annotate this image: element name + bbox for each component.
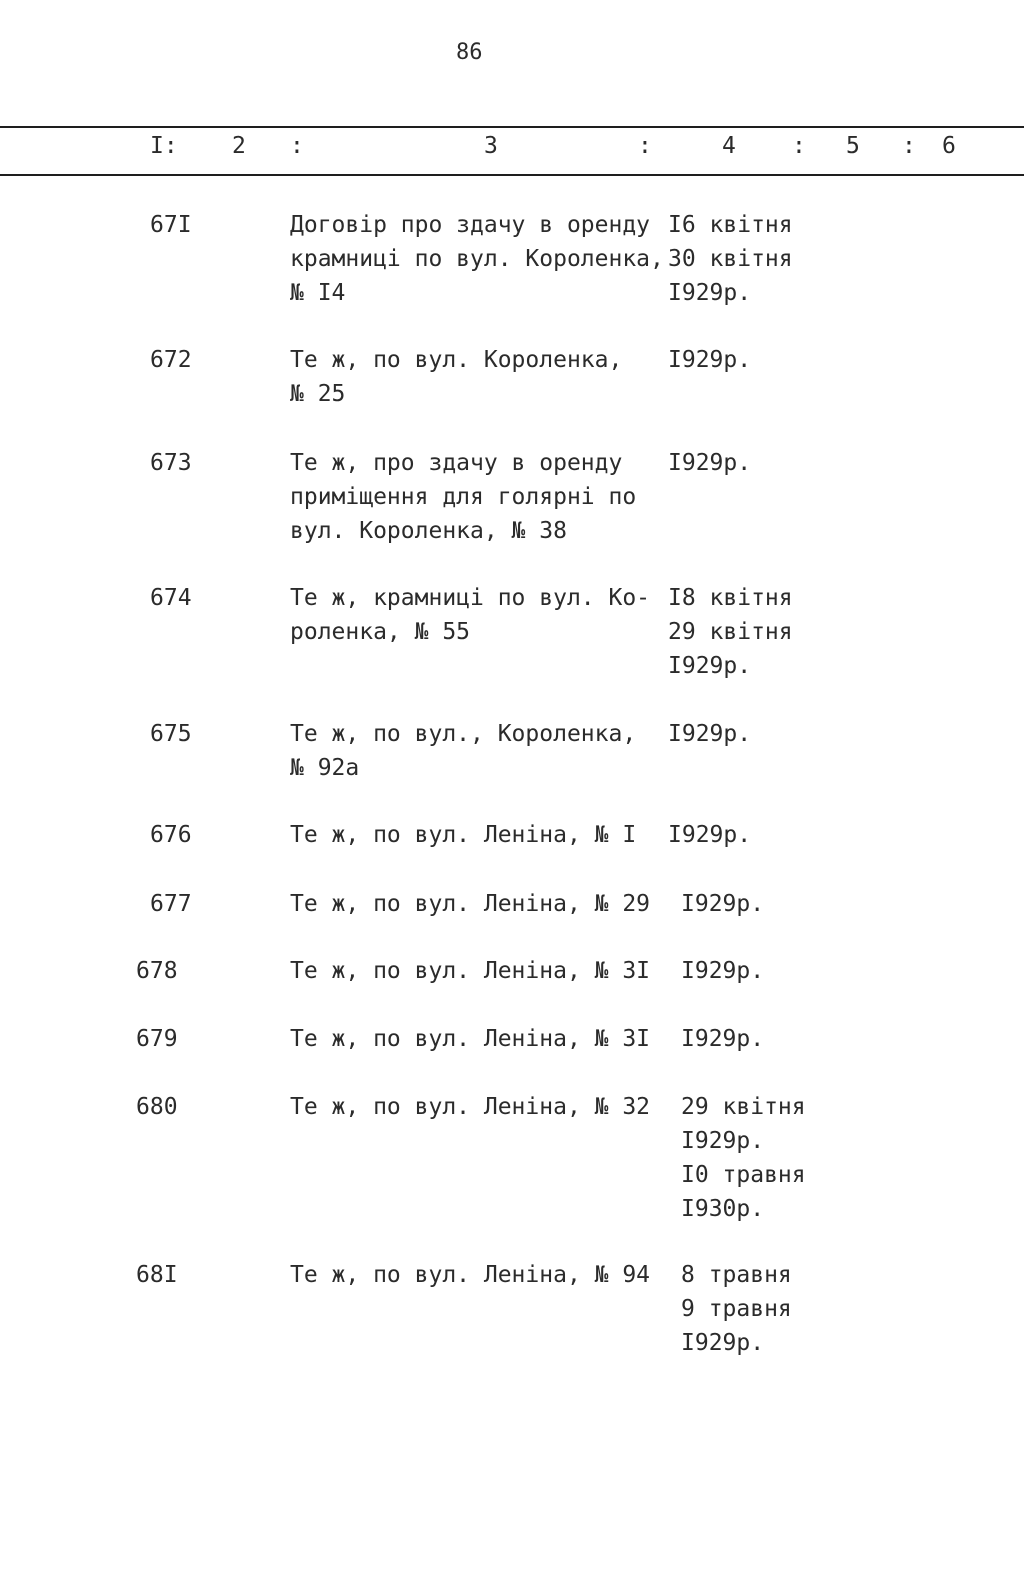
- column-header-2: 2: [232, 133, 246, 159]
- entry-number: 679: [136, 1026, 178, 1052]
- entry-number: 674: [150, 585, 192, 611]
- entry-number: 67I: [150, 212, 192, 238]
- column-separator: :: [792, 133, 806, 159]
- entry-title: Те ж, по вул. Леніна, № 3I: [290, 1026, 651, 1052]
- column-header-4: 4: [722, 133, 736, 159]
- entry-dates: I929р.: [681, 891, 765, 917]
- column-separator: :: [290, 133, 304, 159]
- entry-dates: I929р.: [668, 347, 752, 373]
- entry-dates: I929р.: [681, 1026, 765, 1052]
- column-separator: :: [902, 133, 916, 159]
- entry-title: Те ж, по вул. Леніна, № 3I: [290, 958, 651, 984]
- entry-title: Те ж, по вул., Короленка, № 92а: [290, 721, 637, 781]
- entry-number: 680: [136, 1094, 178, 1120]
- column-header-6: 6: [942, 133, 956, 159]
- entry-title: Те ж, по вул. Леніна, № 29: [290, 891, 651, 917]
- entry-title: Те ж, по вул. Леніна, № 94: [290, 1262, 651, 1288]
- header-rule-top: [0, 126, 1024, 128]
- entry-number: 68I: [136, 1262, 178, 1288]
- entry-title: Те ж, про здачу в оренду приміщення для голярні по вул. Короленка, № 38: [290, 450, 637, 544]
- entry-dates: I8 квітня 29 квітня I929р.: [668, 585, 793, 679]
- entry-dates: I929р.: [668, 721, 752, 747]
- column-header-5: 5: [846, 133, 860, 159]
- entry-number: 673: [150, 450, 192, 476]
- column-separator: :: [638, 133, 652, 159]
- entry-title: Те ж, по вул. Леніна, № I: [290, 822, 637, 848]
- entry-number: 672: [150, 347, 192, 373]
- column-header-1: I:: [150, 133, 178, 159]
- entry-number: 675: [150, 721, 192, 747]
- header-rule-bottom: [0, 174, 1024, 176]
- entry-number: 677: [150, 891, 192, 917]
- entry-dates: I6 квітня 30 квітня I929р.: [668, 212, 793, 306]
- column-header-3: 3: [484, 133, 498, 159]
- entry-title: Те ж, крамниці по вул. Ко- роленка, № 55: [290, 585, 651, 645]
- entry-number: 676: [150, 822, 192, 848]
- entry-title: Те ж, по вул. Короленка, № 25: [290, 347, 623, 407]
- entry-dates: 29 квітня I929р. I0 травня I930р.: [681, 1094, 806, 1222]
- entry-title: Те ж, по вул. Леніна, № 32: [290, 1094, 651, 1120]
- entry-dates: I929р.: [668, 822, 752, 848]
- entry-dates: 8 травня 9 травня I929р.: [681, 1262, 792, 1356]
- entry-number: 678: [136, 958, 178, 984]
- entry-dates: I929р.: [681, 958, 765, 984]
- entry-dates: I929р.: [668, 450, 752, 476]
- page-number: 86: [456, 40, 483, 65]
- entry-title: Договір про здачу в оренду крамниці по вул. Короленка, № I4: [290, 212, 664, 306]
